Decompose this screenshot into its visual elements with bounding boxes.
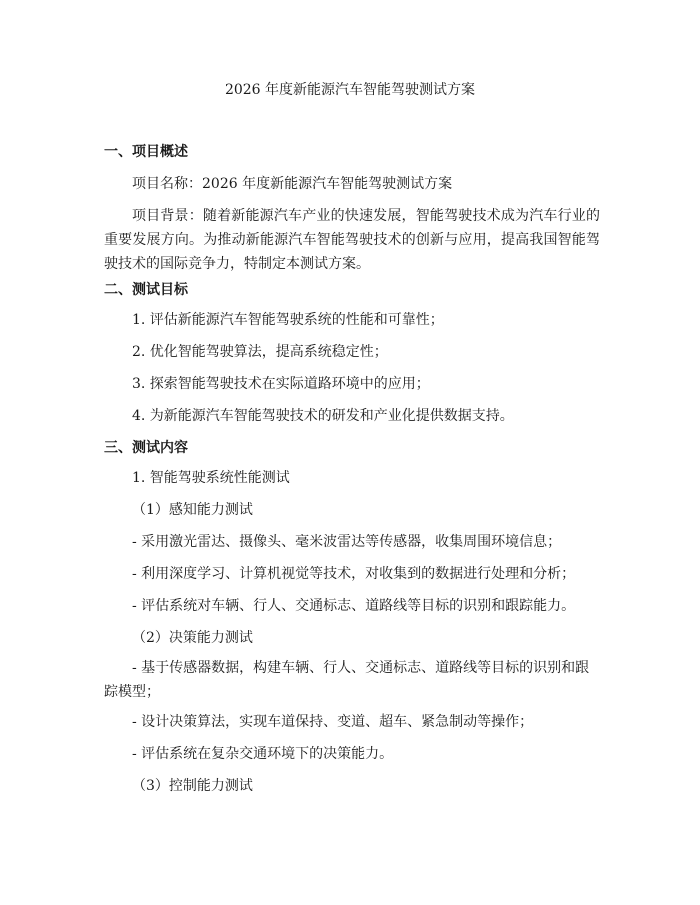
- section-heading-content: 三、测试内容: [104, 440, 188, 456]
- project-name-paragraph: 项目名称：2026 年度新能源汽车智能驾驶测试方案: [132, 176, 453, 192]
- group-label-perception: （1）感知能力测试: [132, 502, 253, 518]
- document-title: 2026 年度新能源汽车智能驾驶测试方案: [224, 82, 476, 98]
- content-subheading: 1. 智能驾驶系统性能测试: [132, 470, 290, 486]
- goal-item: 1. 评估新能源汽车智能驾驶系统的性能和可靠性；: [132, 312, 444, 328]
- section-heading-goals: 二、测试目标: [104, 282, 188, 298]
- group-label-control: （3）控制能力测试: [132, 778, 253, 794]
- goal-item: 3. 探索智能驾驶技术在实际道路环境中的应用；: [132, 376, 430, 392]
- bullet-item: - 基于传感器数据，构建车辆、行人、交通标志、道路线等目标的识别和跟踪模型；: [104, 660, 590, 700]
- section-heading-overview: 一、项目概述: [104, 144, 188, 160]
- project-background-paragraph: 项目背景：随着新能源汽车产业的快速发展，智能驾驶技术成为汽车行业的重要发展方向。为推动新能源汽车智能驾驶技术的创新与应用，提高我国智能驾驶技术的国际竞争力，特制定本测试方案。: [104, 208, 600, 272]
- group-label-decision: （2）决策能力测试: [132, 630, 253, 646]
- bullet-item: - 设计决策算法，实现车道保持、变道、超车、紧急制动等操作；: [132, 714, 534, 730]
- goal-item: 4. 为新能源汽车智能驾驶技术的研发和产业化提供数据支持。: [132, 408, 514, 424]
- bullet-item: - 评估系统在复杂交通环境下的决策能力。: [132, 746, 394, 762]
- bullet-item: - 采用激光雷达、摄像头、毫米波雷达等传感器，收集周围环境信息；: [132, 534, 562, 550]
- bullet-item: - 利用深度学习、计算机视觉等技术，对收集到的数据进行处理和分析；: [132, 566, 576, 582]
- goal-item: 2. 优化智能驾驶算法，提高系统稳定性；: [132, 344, 388, 360]
- bullet-item: - 评估系统对车辆、行人、交通标志、道路线等目标的识别和跟踪能力。: [132, 598, 576, 614]
